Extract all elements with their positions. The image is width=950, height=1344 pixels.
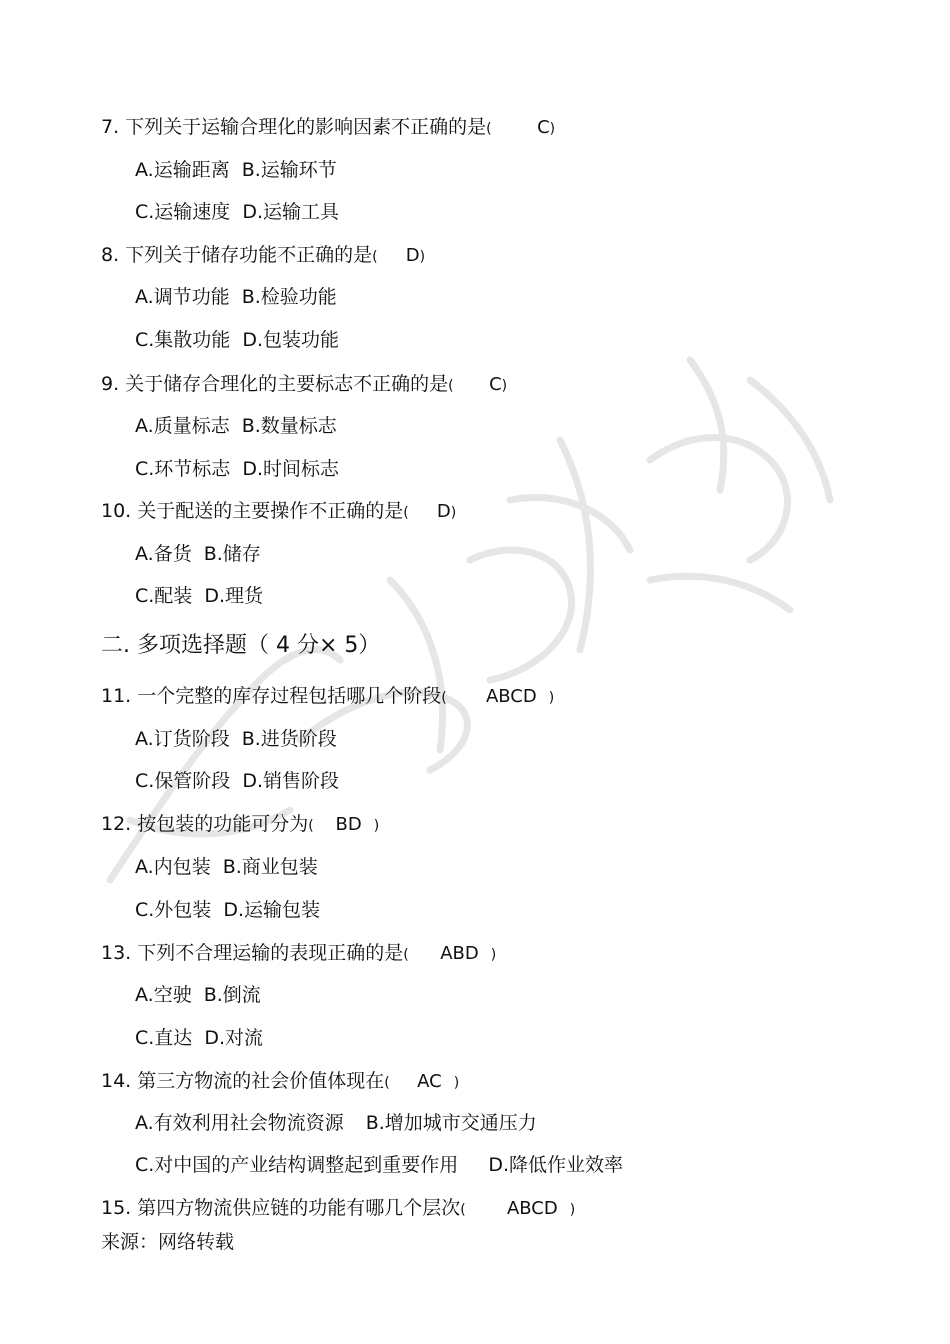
option-row: A.订货阶段 B.进货阶段 — [135, 728, 337, 750]
option-row: C.运输速度 D.运输工具 — [135, 201, 339, 223]
option-row: A.备货 B.储存 — [135, 543, 261, 565]
section-title: 二. 多项选择题（ 4 分× 5） — [101, 633, 381, 658]
option-row: C.配装 D.理货 — [135, 585, 263, 607]
answer: BD — [335, 814, 362, 835]
question-stem: 10. 关于配送的主要操作不正确的是( D) — [101, 500, 457, 522]
question-stem: 13. 下列不合理运输的表现正确的是( ABD ) — [101, 942, 497, 964]
answer: C — [489, 374, 502, 395]
answer: ABCD — [506, 1198, 558, 1219]
question-stem: 7. 下列关于运输合理化的影响因素不正确的是( C) — [101, 116, 556, 138]
option-row: A.调节功能 B.检验功能 — [135, 286, 337, 308]
answer: D — [405, 245, 420, 266]
option-row: A.运输距离 B.运输环节 — [135, 159, 337, 181]
question-stem: 8. 下列关于储存功能不正确的是( D) — [101, 244, 426, 266]
option-row: C.环节标志 D.时间标志 — [135, 458, 339, 480]
question-stem: 14. 第三方物流的社会价值体现在( AC ) — [101, 1070, 460, 1092]
option-row: C.保管阶段 D.销售阶段 — [135, 770, 339, 792]
question-stem: 12. 按包装的功能可分为( BD ) — [101, 813, 380, 835]
option-row: C.集散功能 D.包装功能 — [135, 329, 339, 351]
watermark-logo — [90, 320, 870, 940]
option-row: A.质量标志 B.数量标志 — [135, 415, 337, 437]
source-note: 来源：网络转载 — [101, 1231, 235, 1253]
question-stem: 9. 关于储存合理化的主要标志不正确的是( C) — [101, 373, 508, 395]
question-stem: 15. 第四方物流供应链的功能有哪几个层次( ABCD ) — [101, 1197, 576, 1219]
answer: ABD — [440, 943, 479, 964]
answer: C — [537, 117, 550, 138]
option-row: A.有效利用社会物流资源 B.增加城市交通压力 — [135, 1112, 537, 1134]
option-row: A.内包装 B.商业包装 — [135, 856, 318, 878]
answer: ABCD — [485, 686, 537, 707]
question-stem: 11. 一个完整的库存过程包括哪几个阶段( ABCD ) — [101, 685, 555, 707]
option-row: C.直达 D.对流 — [135, 1027, 263, 1049]
answer: AC — [417, 1071, 442, 1092]
option-row: C.外包装 D.运输包装 — [135, 899, 320, 921]
option-row: C.对中国的产业结构调整起到重要作用 D.降低作业效率 — [135, 1154, 623, 1176]
answer: D — [436, 501, 451, 522]
option-row: A.空驶 B.倒流 — [135, 984, 261, 1006]
